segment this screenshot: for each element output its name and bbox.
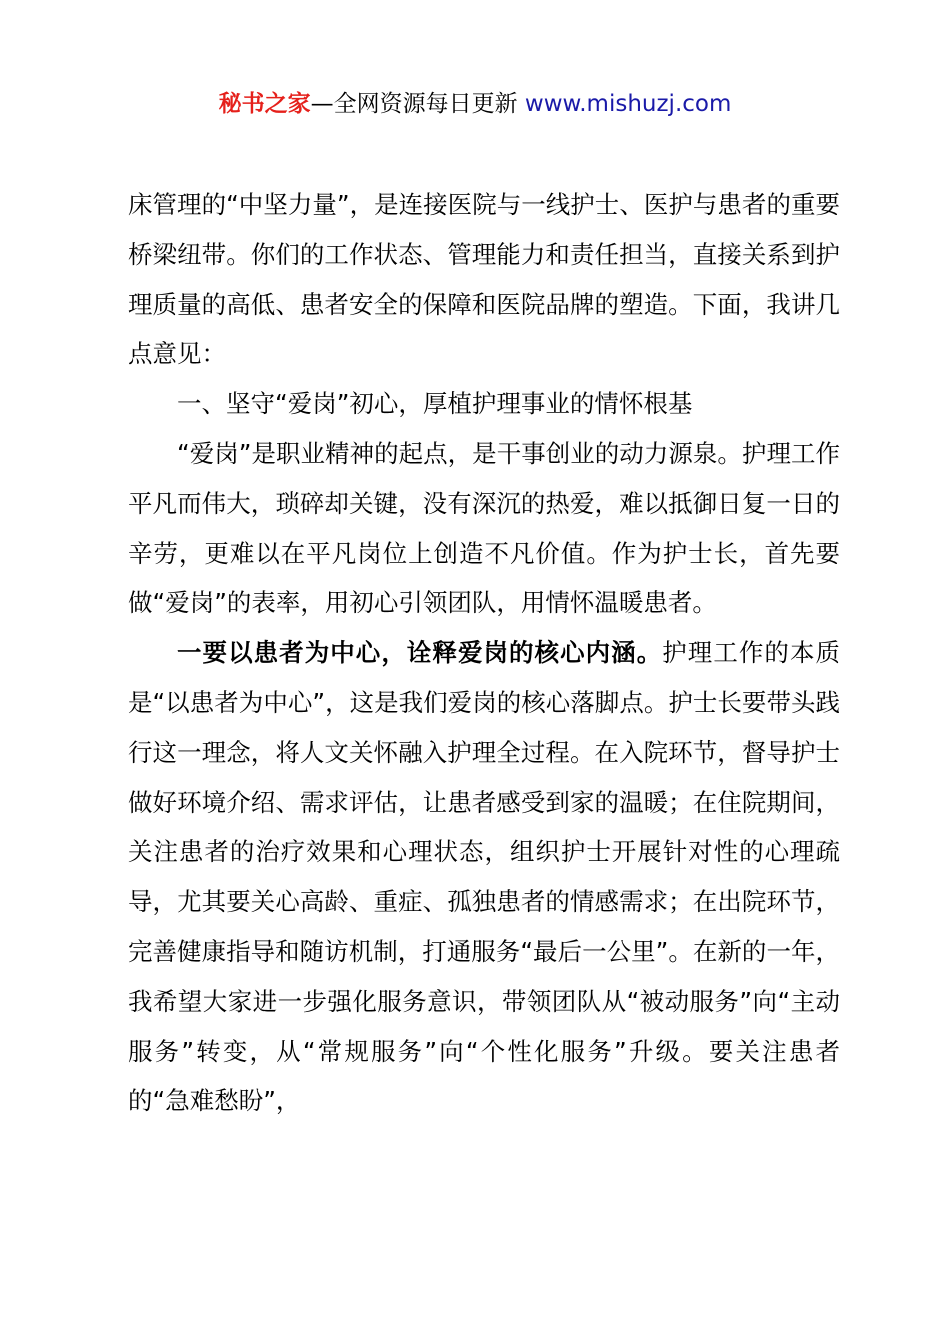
page-header [0,86,950,122]
section-heading-one: 一、坚守“爱岗”初心，厚植护理事业的情怀根基 [177,389,693,419]
document-body [128,180,840,1126]
paragraph-aigang: “爱岗”是职业精神的起点，是干事创业的动力源泉。护理工作平凡而伟大，琐碎却关键，没有深沉的热爱，难以抵御日复一日的辛劳，更难以在平凡岗位上创造不凡价值。作为护士长，首先要做“爱岗”的表率，用初心引领团队，用情怀温暖患者。 [128,438,840,618]
paragraph-intro: 床管理的“中坚力量”，是连接医院与一线护士、医护与患者的重要桥梁纽带。你们的工作状态、管理能力和责任担当，直接关系到护理质量的高低、患者安全的保障和医院品牌的塑造。下面，我讲几点意见： [128,190,840,369]
header-brand: 秘书之家 [218,91,311,117]
paragraph-patient-center [128,628,840,1126]
paragraph-body: 护理工作的本质是“以患者为中心”，这是我们爱岗的核心落脚点。护士长要带头践行这一理念，将人文关怀融入护理全过程。在入院环节，督导护士做好环境介绍、需求评估，让患者感受到家的温暖；在住院期间，关注患者的治疗效果和心理状态，组织护士开展针对性的心理疏导，尤其要关心高龄、重症、孤独患者的情感需求；在出院环节，完善健康指导和随访机制，打通服务“最后一公里”。在新的一年，我希望大家进一步强化服务意识，带领团队从“被动服务”向“主动服务”转变，从“常规服务”向“个性化服务”升级。要关注患者的“急难愁盼”， [128,638,841,1116]
header-url-link[interactable]: www.mishuzj.com [524,91,732,117]
paragraph-lead-bold: 一要以患者为中心，诠释爱岗的核心内涵。 [177,638,663,668]
header-tagline: —全网资源每日更新 [310,91,525,117]
